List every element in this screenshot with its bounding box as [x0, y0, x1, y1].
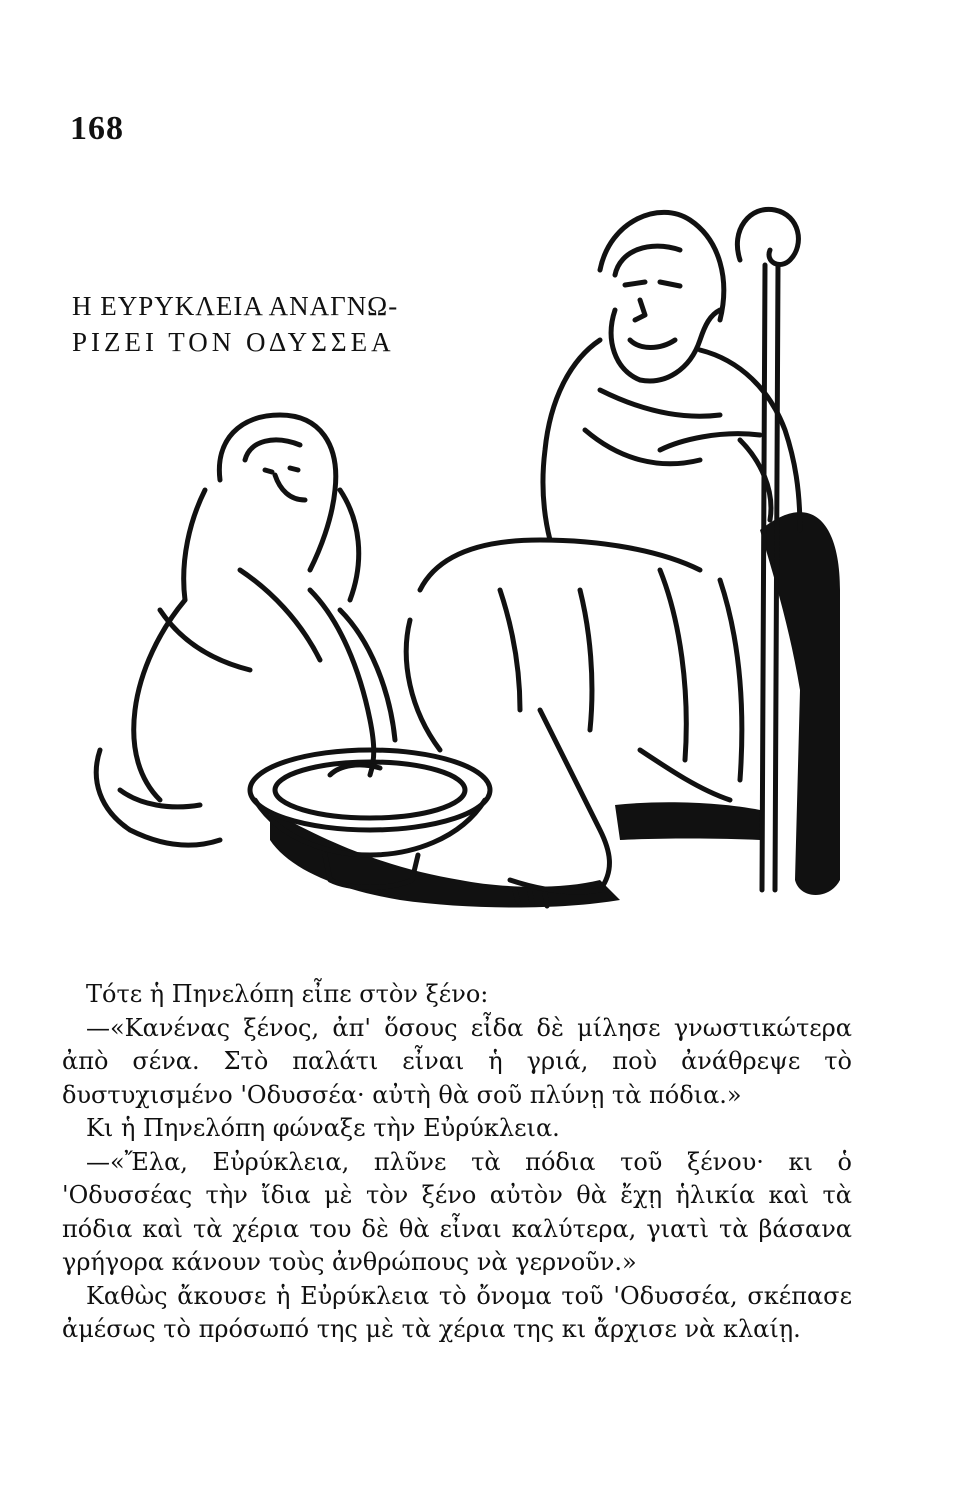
- paragraph-3: Κι ἡ Πηνελόπη φώναξε τὴν Εὐρύκλεια.: [86, 1114, 560, 1142]
- caption-line-1: Η ΕΥΡΥΚΛΕΙΑ ΑΝΑΓΝΩ-: [72, 291, 399, 321]
- kneeling-woman: [96, 415, 395, 845]
- paragraph-1: Τότε ἡ Πηνελόπη εἶπε στὸν ξένο:: [86, 980, 489, 1008]
- caption-line-2: ΡΙΖΕΙ ΤΟΝ ΟΔΥΣΣΕΑ: [72, 327, 395, 357]
- paragraph-4: —«Ἔλα, Εὐρύκλεια, πλῦνε τὰ πόδια τοῦ ξένου· κι ὁ 'Οδυσσέας τὴν ἴδια μὲ τὸν ξένο αὐτὸν θὰ ἔχῃ ἡλικία καὶ τὰ πόδια καὶ τὰ χέρια του δὲ θὰ εἶναι καλύτερα, γιατὶ τὰ βάσανα γρήγορα κάνουν τοὺς ἀνθρώπους νὰ γερνοῦν.»: [62, 1147, 852, 1276]
- page-number: 168: [70, 110, 124, 147]
- body-text: [62, 978, 852, 1347]
- paragraph-2: —«Κανένας ξένος, ἀπ' ὅσους εἶδα δὲ μίλησε γνωστικώτερα ἀπὸ σένα. Στὸ παλάτι εἶναι ἡ γριά, ποὺ ἀνάθρεψε τὸ δυστυχισμένο 'Οδυσσέα· αὐτὴ θὰ σοῦ πλύνῃ τὰ πόδια.»: [62, 1013, 852, 1109]
- paragraph-5: Καθὼς ἄκουσε ἡ Εὐρύκλεια τὸ ὄνομα τοῦ 'Οδυσσέα, σκέπασε ἀμέσως τὸ πρόσωπό της μὲ τὰ χέρια της κι ἄρχισε νὰ κλαίῃ.: [62, 1281, 852, 1343]
- illustration: [40, 190, 920, 950]
- seated-old-man: [406, 209, 800, 906]
